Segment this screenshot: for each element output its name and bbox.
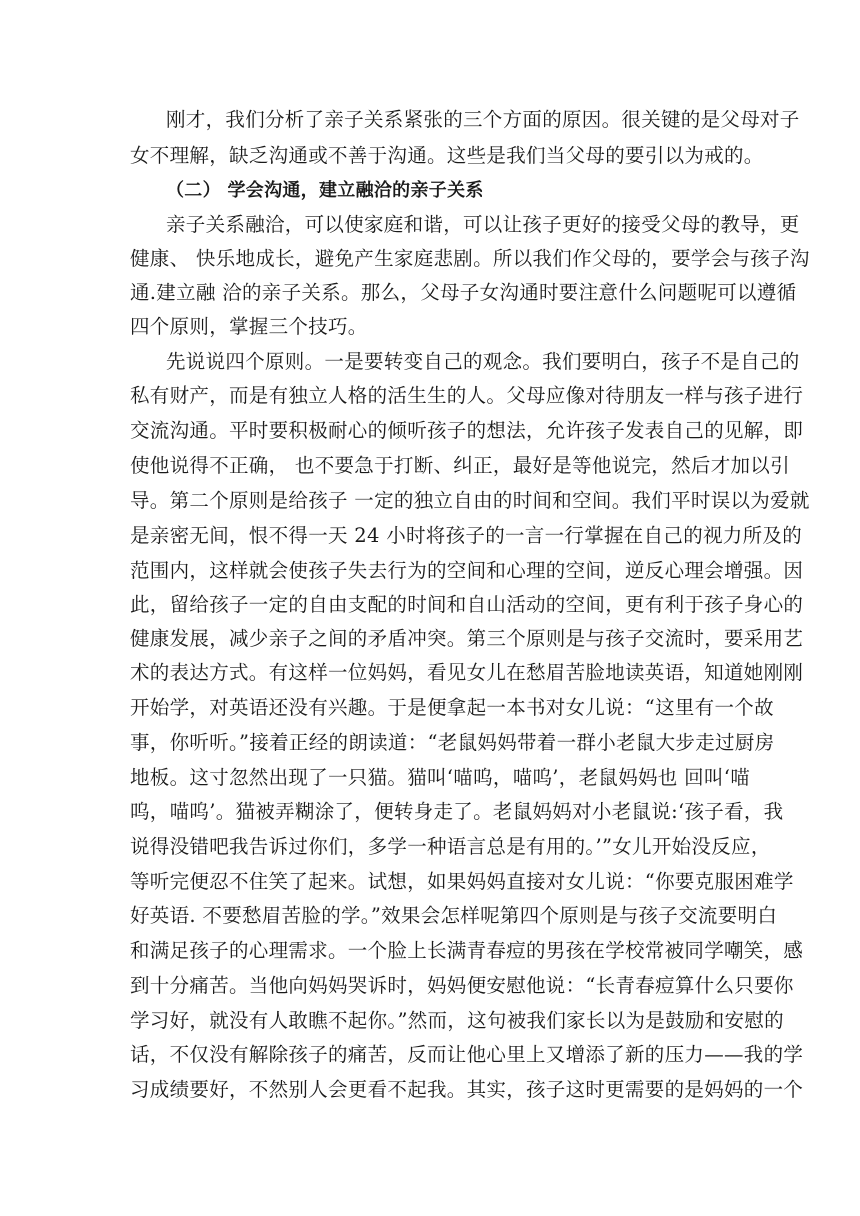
paragraph-line: 通.建立融 洽的亲子关系。那么，父母子女沟通时要注意什么问题呢可以遵循 [130, 281, 797, 304]
paragraph-line: 到十分痛苦。当他向妈妈哭诉时，妈妈便安慰他说：“长青春痘算什么只要你 [130, 974, 794, 997]
paragraph-line: 交流沟通。平时要积极耐心的倾听孩子的想法，允许孩子发表自己的见解，即 [130, 419, 804, 442]
paragraph-line: 习成绩要好，不然别人会更看不起我。其实，孩子这时更需要的是妈妈的一个 [130, 1078, 804, 1101]
paragraph-line: 学习好，就没有人敢瞧不起你。”然而，这句被我们家长以为是鼓励和安慰的 [130, 1009, 784, 1032]
paragraph-line: 此，留给孩子一定的自由支配的时间和自山活动的空间，更有利于孩子身心的 [130, 593, 804, 616]
paragraph-line: 使他说得不正确， 也不要急于打断、纠正，最好是等他说完，然后才加以引 [130, 454, 790, 477]
paragraph-line: 四个原则，掌握三个技巧。 [130, 315, 368, 338]
paragraph-line: 亲子关系融洽，可以使家庭和谐，可以让孩子更好的接受父母的教导，更 [166, 213, 800, 236]
paragraph-line: 健康发展，减少亲子之间的矛盾冲突。第三个原则是与孩子交流时，要采用艺 [130, 627, 804, 650]
paragraph-line: 导。第二个原则是给孩子 一定的独立自由的时间和空间。我们平时误以为爱就 [130, 489, 810, 512]
paragraph-line: 术的表达方式。有这样一位妈妈，看见女儿在愁眉苦脸地读英语，知道她刚刚 [130, 661, 804, 684]
paragraph-line: 地板。这寸忽然出现了一只猫。猫叫‘喵呜，喵呜’，老鼠妈妈也 回叫‘喵 [130, 766, 750, 789]
paragraph-line: 等听完便忍不住笑了起来。试想，如果妈妈直接对女儿说：“你要克服困难学 [130, 870, 794, 893]
paragraph-line: 健康、 快乐地成长，避免产生家庭悲剧。所以我们作父母的，要学会与孩子沟 [130, 247, 810, 270]
paragraph-line: 刚才，我们分析了亲子关系紧张的三个方面的原因。很关键的是父母对子 [166, 108, 800, 131]
paragraph-line: 私有财产，而是有独立人格的活生生的人。父母应像对待朋友一样与孩子进行 [130, 384, 804, 407]
paragraph-line: 是亲密无间，恨不得一天 24 小时将孩子的一言一行掌握在自己的视力所及的 [130, 524, 803, 547]
paragraph-line: 开始学，对英语还没有兴趣。于是便拿起一本书对女儿说：“这里有一个故 [130, 696, 774, 719]
paragraph-line: 事，你听听。”接着正经的朗读道：“老鼠妈妈带着一群小老鼠大步走过厨房 [130, 731, 775, 754]
paragraph-line: 说得没错吧我告诉过你们，多学一种语言总是有用的。’”女儿开始没反应， [130, 835, 771, 858]
paragraph-line: 呜，喵呜’。猫被弄糊涂了，便转身走了。老鼠妈妈对小老鼠说:‘孩子看，我 [130, 800, 784, 823]
section-heading: （二） 学会沟通，建立融洽的亲子关系 [166, 180, 484, 201]
paragraph-line: 话，不仅没有解除孩子的痛苦，反而让他心里上又增添了新的压力——我的学 [130, 1043, 804, 1066]
paragraph-line: 女不理解，缺乏沟通或不善于沟通。这些是我们当父母的要引以为戒的。 [130, 144, 764, 167]
paragraph-line: 先说说四个原则。一是要转变自己的观念。我们要明白，孩子不是自己的 [166, 350, 800, 373]
paragraph-line: 和满足孩子的心理需求。一个脸上长满青春痘的男孩在学校常被同学嘲笑，感 [130, 939, 804, 962]
paragraph-line: 好英语. 不要愁眉苦脸的学。”效果会怎样呢第四个原则是与孩子交流要明白 [130, 904, 778, 927]
paragraph-line: 范围内，这样就会使孩子失去行为的空间和心理的空间，逆反心理会增强。因 [130, 559, 804, 582]
